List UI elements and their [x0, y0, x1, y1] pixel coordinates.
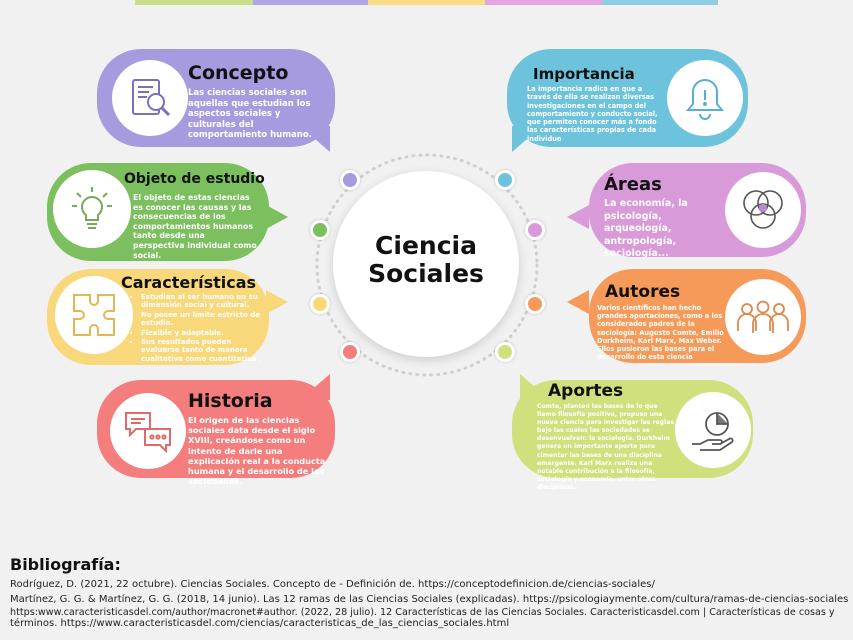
autores-body: Varios científicos han hecho grandes aportaciones, como a los considerados padres de la sociología: Augusto Comte, Emilio Durkheim, Karl Marx, Max Weber. Ellos pusieron las bases para el desarrollo de esta ciencia — [597, 304, 724, 362]
historia-icon-circle — [110, 393, 186, 469]
aportes-icon-circle — [675, 392, 751, 468]
center-title-line1: Ciencia — [375, 231, 477, 260]
document-magnifier-icon — [127, 75, 173, 121]
importancia-icon-circle — [667, 60, 743, 136]
dot-green — [310, 220, 330, 240]
dot-blue — [495, 170, 515, 190]
top-strip-purple — [253, 0, 368, 5]
objeto-body: El objeto de estas ciencias es conocer las causas y las consecuencias de los comportamientos humanos tanto desde una perspectiva individual como social. — [133, 193, 257, 260]
concepto-title: Concepto — [188, 62, 289, 84]
people-group-icon — [736, 297, 790, 337]
importancia-title: Importancia — [533, 65, 635, 83]
bell-alert-icon — [684, 76, 726, 120]
dot-yellow — [310, 294, 330, 314]
venn-diagram-icon — [738, 186, 788, 234]
dot-lime — [495, 342, 515, 362]
chat-bubbles-icon — [123, 409, 173, 453]
areas-tail — [567, 205, 589, 229]
caracteristicas-item: • Estudian al ser humano en su dimensión social y cultural. — [141, 293, 264, 310]
top-strip-pink — [485, 0, 602, 5]
dot-purple — [340, 170, 360, 190]
center-title-line2: Sociales — [368, 259, 484, 288]
aportes-body: Comte, planteó las bases de lo que llamo filosofía positiva, propuso una nueva ciencia para investigar las reglas bajo las cuales las sociedades se desenvuelven: la sociología. Durkheim genera un importante aporte para cimentar las bases de una disciplina emergente. Karl Marx realiza una notable contribución a la filosofía, sociología y economía, entre otras disciplinas. — [537, 403, 674, 491]
caracteristicas-title: Características — [121, 273, 257, 292]
areas-body: La economía, la psicología, arqueología, antropología, sociología... — [604, 198, 688, 259]
concepto-body: Las ciencias sociales son aquellas que estudian los aspectos sociales y culturales del comportamiento humano. — [188, 88, 312, 140]
historia-body: El origen de las ciencias sociales data desde el siglo XVIII, creándose como un intento de darle una explicación real a la conducta humana y el desarrollo de las sociedades. — [188, 415, 326, 487]
top-strip-green — [135, 0, 253, 5]
objeto-title: Objeto de estudio — [124, 171, 265, 187]
bibliografia-entry: Martínez, G. G. & Martínez, G. G. (2018, 14 junio). Las 12 ramas de las Ciencias Sociales (explicadas). https://psicologiaymente.com/cultura/ramas-de-ciencias-sociales — [10, 594, 849, 605]
puzzle-icon — [70, 291, 118, 339]
autores-tail — [567, 290, 589, 314]
dot-pink — [525, 220, 545, 240]
center-title — [333, 232, 519, 288]
top-strip-yellow — [368, 0, 485, 5]
caracteristicas-list — [132, 293, 264, 364]
historia-title: Historia — [188, 390, 273, 412]
autores-icon-circle — [725, 279, 801, 355]
top-strip-blue — [602, 0, 718, 5]
bibliografia-entry: términos. https://www.caracteristicasdel.com/ciencias/caracteristicas_de_las_ciencias_sociales.html — [10, 618, 510, 629]
dot-orange — [525, 294, 545, 314]
objeto-tail — [266, 205, 288, 229]
bibliografia-heading: Bibliografía: — [10, 555, 121, 574]
areas-title: Áreas — [604, 174, 662, 195]
caracteristicas-tail — [266, 290, 288, 314]
hand-pie-chart-icon — [689, 406, 737, 454]
lightbulb-icon — [67, 184, 117, 234]
caracteristicas-item: • No posee un límite estricto de estudio. — [141, 311, 264, 328]
historia-tail — [300, 374, 330, 400]
bibliografia-entry: Rodríguez, D. (2021, 22 octubre). Ciencias Sociales. Concepto de - Definición de. https://conceptodefinicion.de/ciencias-sociales/ — [10, 579, 655, 590]
bibliografia-entry: https:www.caracteristicasdel.com/author/macronet#author. (2022, 28 julio). 12 Características de las Ciencias Sociales. Caracteristicasdel.com | Características de cosas y — [10, 607, 835, 618]
concepto-icon-circle — [112, 60, 188, 136]
aportes-title: Aportes — [548, 381, 624, 401]
importancia-body: La importancia radica en que a través de ella se realizan diversas investigaciones en el campo del comportamiento y conducto social, que permiten conocer más a fondo las características propias de cada individuo — [527, 85, 658, 143]
dot-red — [340, 342, 360, 362]
aportes-tail — [520, 374, 550, 400]
autores-title: Autores — [605, 282, 681, 302]
objeto-icon-circle — [53, 170, 131, 248]
caracteristicas-item: • Sus resultados pueden evaluarse tanto de manera cualitativa como cuantitativa . — [141, 338, 264, 363]
areas-icon-circle — [725, 172, 801, 248]
caracteristicas-item: • Flexible y adaptable. — [141, 329, 264, 337]
